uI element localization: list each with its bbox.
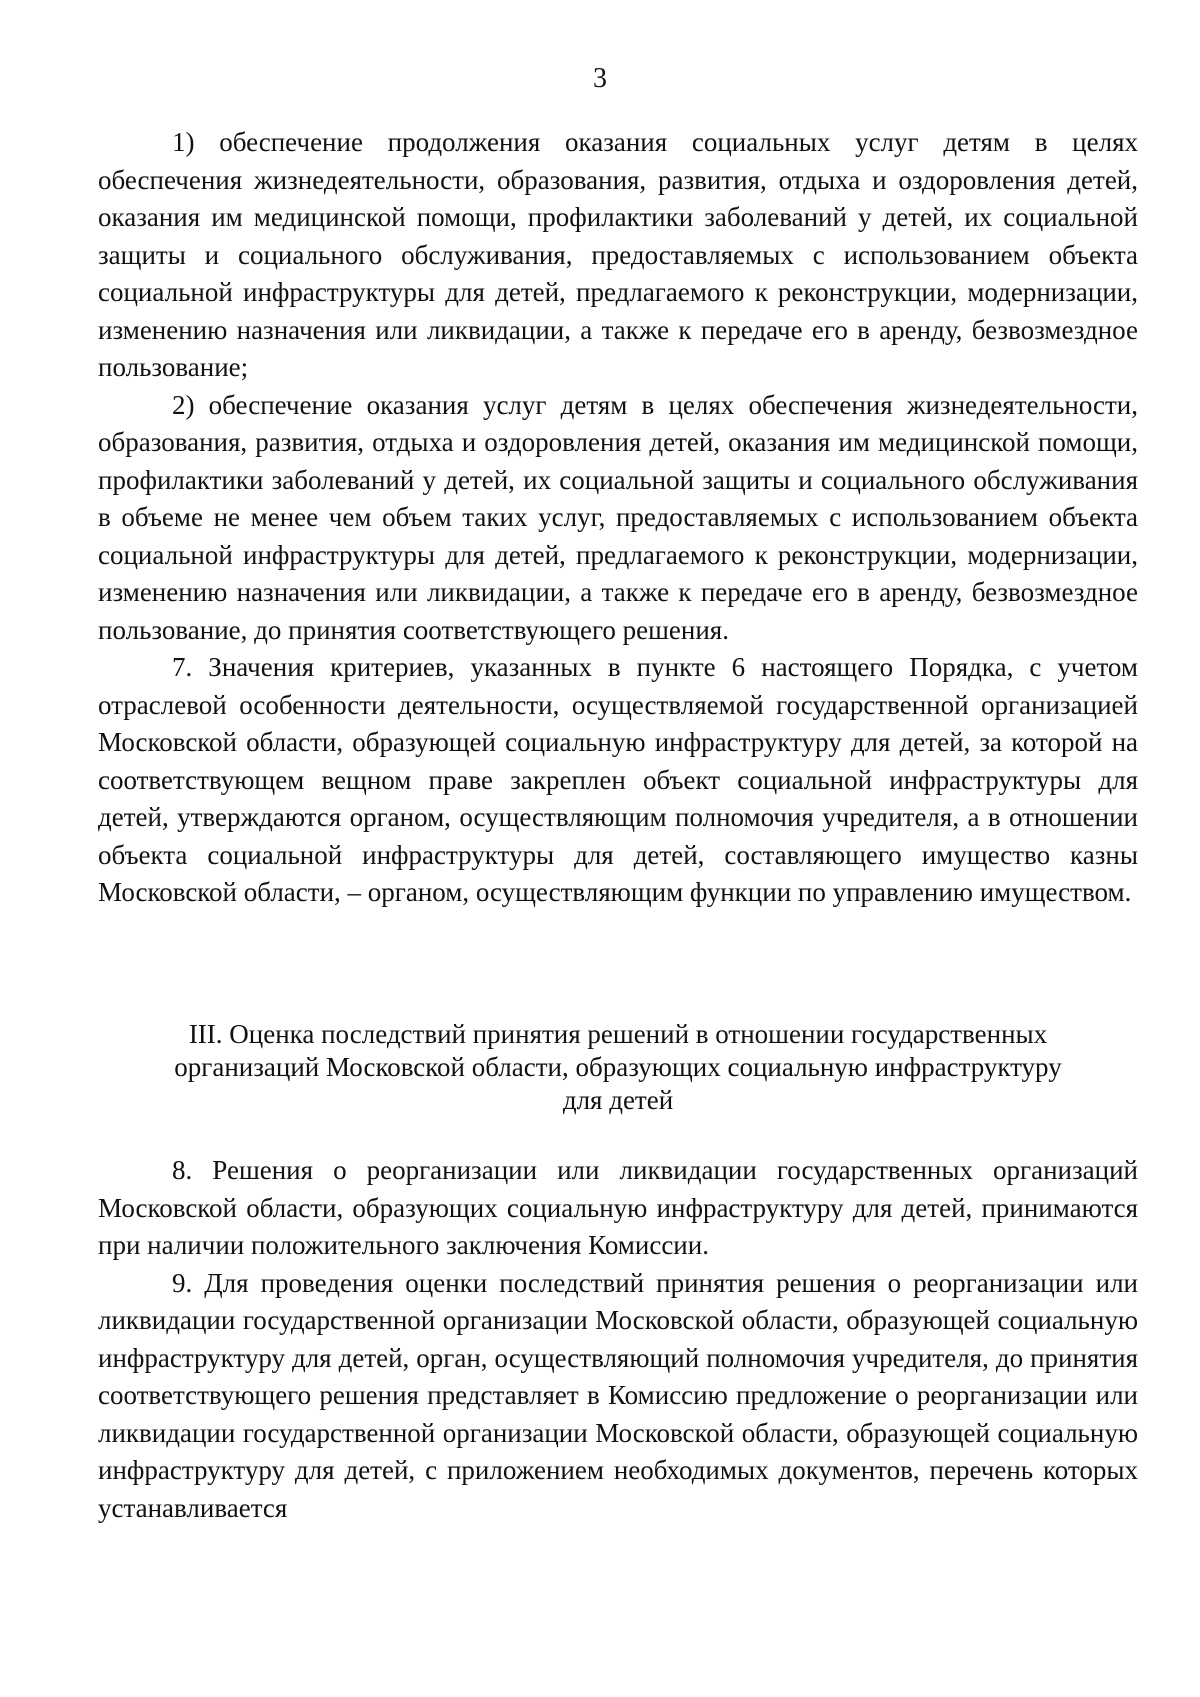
section-heading-line-3: для детей bbox=[562, 1085, 674, 1115]
document-body-top bbox=[98, 124, 1138, 912]
paragraph-point-8: 8. Решения о реорганизации или ликвидации государственных организаций Московской области, образующих социальную инфраструктуру для детей, принимаются при наличии положительного заключения Комиссии. bbox=[98, 1155, 1138, 1260]
section-heading-line-2: организаций Московской области, образующих социальную инфраструктуру bbox=[174, 1052, 1062, 1082]
section-heading-line-1: III. Оценка последствий принятия решений в отношении государственных bbox=[188, 1019, 1048, 1049]
paragraph-point-7: 7. Значения критериев, указанных в пункте 6 настоящего Порядка, с учетом отраслевой особенности деятельности, осуществляемой государственной организацией Московской области, образующей социальную инфраструктуру для детей, за которой на соответствующем вещном праве закреплен объект социальной инфраструктуры для детей, утверждаются органом, осуществляющим полномочия учредителя, а в отношении объекта социальной инфраструктуры для детей, составляющего имущество казны Московской области, – органом, осуществляющим функции по управлению имуществом. bbox=[98, 652, 1138, 907]
section-heading bbox=[98, 1018, 1138, 1117]
paragraph-item-1: 1) обеспечение продолжения оказания социальных услуг детям в целях обеспечения жизнедеятельности, образования, развития, отдыха и оздоровления детей, оказания им медицинской помощи, профилактики заболеваний у детей, их социальной защиты и социального обслуживания, предоставляемых с использованием объекта социальной инфраструктуры для детей, предлагаемого к реконструкции, модернизации, изменению назначения или ликвидации, а также к передаче его в аренду, безвозмездное пользование; bbox=[98, 127, 1138, 382]
document-body-bottom bbox=[98, 1152, 1138, 1527]
paragraph-point-9: 9. Для проведения оценки последствий принятия решения о реорганизации или ликвидации государственной организации Московской области, образующей социальную инфраструктуру для детей, орган, осуществляющий полномочия учредителя, до принятия соответствующего решения представляет в Комиссию предложение о реорганизации или ликвидации государственной организации Московской области, образующей социальную инфраструктуру для детей, с приложением необходимых документов, перечень которых устанавливается bbox=[98, 1267, 1138, 1523]
paragraph-item-2: 2) обеспечение оказания услуг детям в целях обеспечения жизнедеятельности, образования, развития, отдыха и оздоровления детей, оказания им медицинской помощи, профилактики заболеваний у детей, их социальной защиты и социального обслуживания в объеме не менее чем объем таких услуг, предоставляемых с использованием объекта социальной инфраструктуры для детей, предлагаемого к реконструкции, модернизации, изменению назначения или ликвидации, а также к передаче его в аренду, безвозмездное пользование, до принятия соответствующего решения. bbox=[98, 389, 1138, 645]
page-number: 3 bbox=[593, 63, 607, 94]
